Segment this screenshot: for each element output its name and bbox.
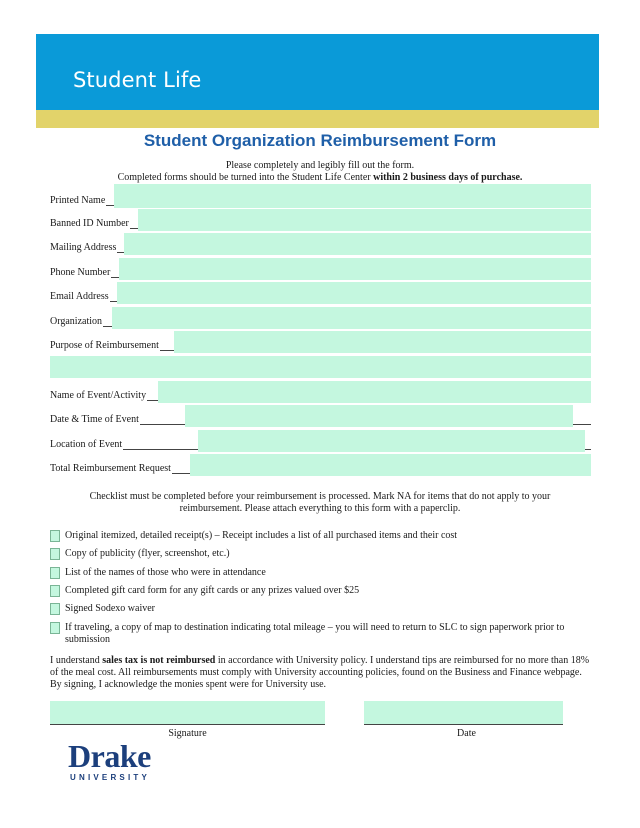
event-location-input[interactable]: [198, 430, 585, 452]
date-label: Date: [457, 728, 476, 739]
signature-label: Signature: [168, 728, 207, 739]
event-datetime-label: Date & Time of Event: [50, 414, 139, 425]
printed-name-input[interactable]: [114, 184, 591, 208]
event-datetime-row: [50, 405, 591, 427]
instruction-line-1: Please completely and legibly fill out the form.: [225, 160, 415, 171]
drake-logo-subtitle: UNIVERSITY: [70, 773, 151, 782]
checklist-item: [50, 603, 595, 615]
checklist-checkbox[interactable]: [50, 567, 60, 579]
checklist-item: [50, 585, 595, 597]
checklist-checkbox[interactable]: [50, 622, 60, 634]
event-name-label: Name of Event/Activity: [50, 390, 147, 401]
instruction-text: Completed forms should be turned into the Student Life Center: [117, 172, 374, 183]
mailing-address-input[interactable]: [124, 233, 591, 255]
organization-label: Organization: [50, 316, 103, 327]
checklist-item: [50, 548, 595, 560]
instruction-deadline: within 2 business days of purchase.: [373, 172, 523, 183]
checklist-intro: Checklist must be completed before your reimbursement is processed. Mark NA for items that do not apply to your reimbursement. Please attach everything to this form with a paperclip.: [89, 491, 551, 514]
drake-logo: Drake: [68, 738, 151, 774]
phone-number-row: [50, 258, 591, 280]
checklist-item-text: Copy of publicity (flyer, screenshot, etc.): [65, 548, 230, 559]
checklist-item: [50, 567, 595, 579]
signature-input[interactable]: [50, 701, 325, 725]
purpose-input[interactable]: [174, 331, 591, 353]
total-request-input[interactable]: [190, 454, 591, 476]
organization-input[interactable]: [112, 307, 591, 329]
event-datetime-input[interactable]: [185, 405, 573, 427]
banner-title: Student Life: [73, 68, 202, 92]
banned-id-row: [50, 209, 591, 231]
printed-name-row: [50, 184, 591, 208]
phone-number-label: Phone Number: [50, 267, 111, 278]
instruction-line-2: [0, 172, 640, 184]
checklist-checkbox[interactable]: [50, 548, 60, 560]
checklist-item-text: If traveling, a copy of map to destination indicating total mileage – you will need to return to SLC to sign paperwork prior to submission: [65, 622, 565, 645]
statement-bold: sales tax is not reimbursed: [102, 655, 216, 666]
checklist-item-text: Signed Sodexo waiver: [65, 603, 155, 614]
checklist-checkbox[interactable]: [50, 603, 60, 615]
banned-id-label: Banned ID Number: [50, 218, 129, 229]
email-address-label: Email Address: [50, 291, 109, 302]
checklist-checkbox[interactable]: [50, 530, 60, 542]
statement-pre: I understand: [50, 655, 103, 666]
purpose-input-line-2[interactable]: [50, 356, 591, 378]
email-address-input[interactable]: [117, 282, 591, 304]
event-location-row: [50, 430, 591, 452]
purpose-row: [50, 331, 591, 353]
mailing-address-row: [50, 233, 591, 255]
policy-statement: [50, 655, 595, 691]
printed-name-label: Printed Name: [50, 195, 106, 206]
date-input[interactable]: [364, 701, 563, 725]
mailing-address-label: Mailing Address: [50, 242, 117, 253]
organization-row: [50, 307, 591, 329]
purpose-label: Purpose of Reimbursement: [50, 340, 159, 351]
event-location-label: Location of Event: [50, 439, 123, 450]
statement-post: in accordance with University policy. I understand tips are reimbursed for no more than 18% of the meal cost. All reimbursements must comply with University accounting policies, found on the Business and Finance webpage. By signing, I acknowledge the monies spent were for University use.: [50, 655, 590, 690]
checklist-checkbox[interactable]: [50, 585, 60, 597]
header-accent-stripe: [36, 110, 599, 128]
total-request-label: Total Reimbursement Request: [50, 463, 171, 474]
event-name-input[interactable]: [158, 381, 591, 403]
checklist-item: [50, 530, 595, 542]
total-request-row: [50, 454, 591, 476]
checklist-item-text: List of the names of those who were in attendance: [65, 567, 266, 578]
form-title: Student Organization Reimbursement Form: [143, 131, 497, 150]
banned-id-input[interactable]: [138, 209, 591, 231]
checklist-item: [50, 622, 595, 646]
phone-number-input[interactable]: [119, 258, 591, 280]
event-name-row: [50, 381, 591, 403]
checklist-item-text: Completed gift card form for any gift cards or any prizes valued over $25: [65, 585, 360, 596]
checklist-item-text: Original itemized, detailed receipt(s) – Receipt includes a list of all purchased items and their cost: [65, 530, 458, 541]
email-address-row: [50, 282, 591, 304]
